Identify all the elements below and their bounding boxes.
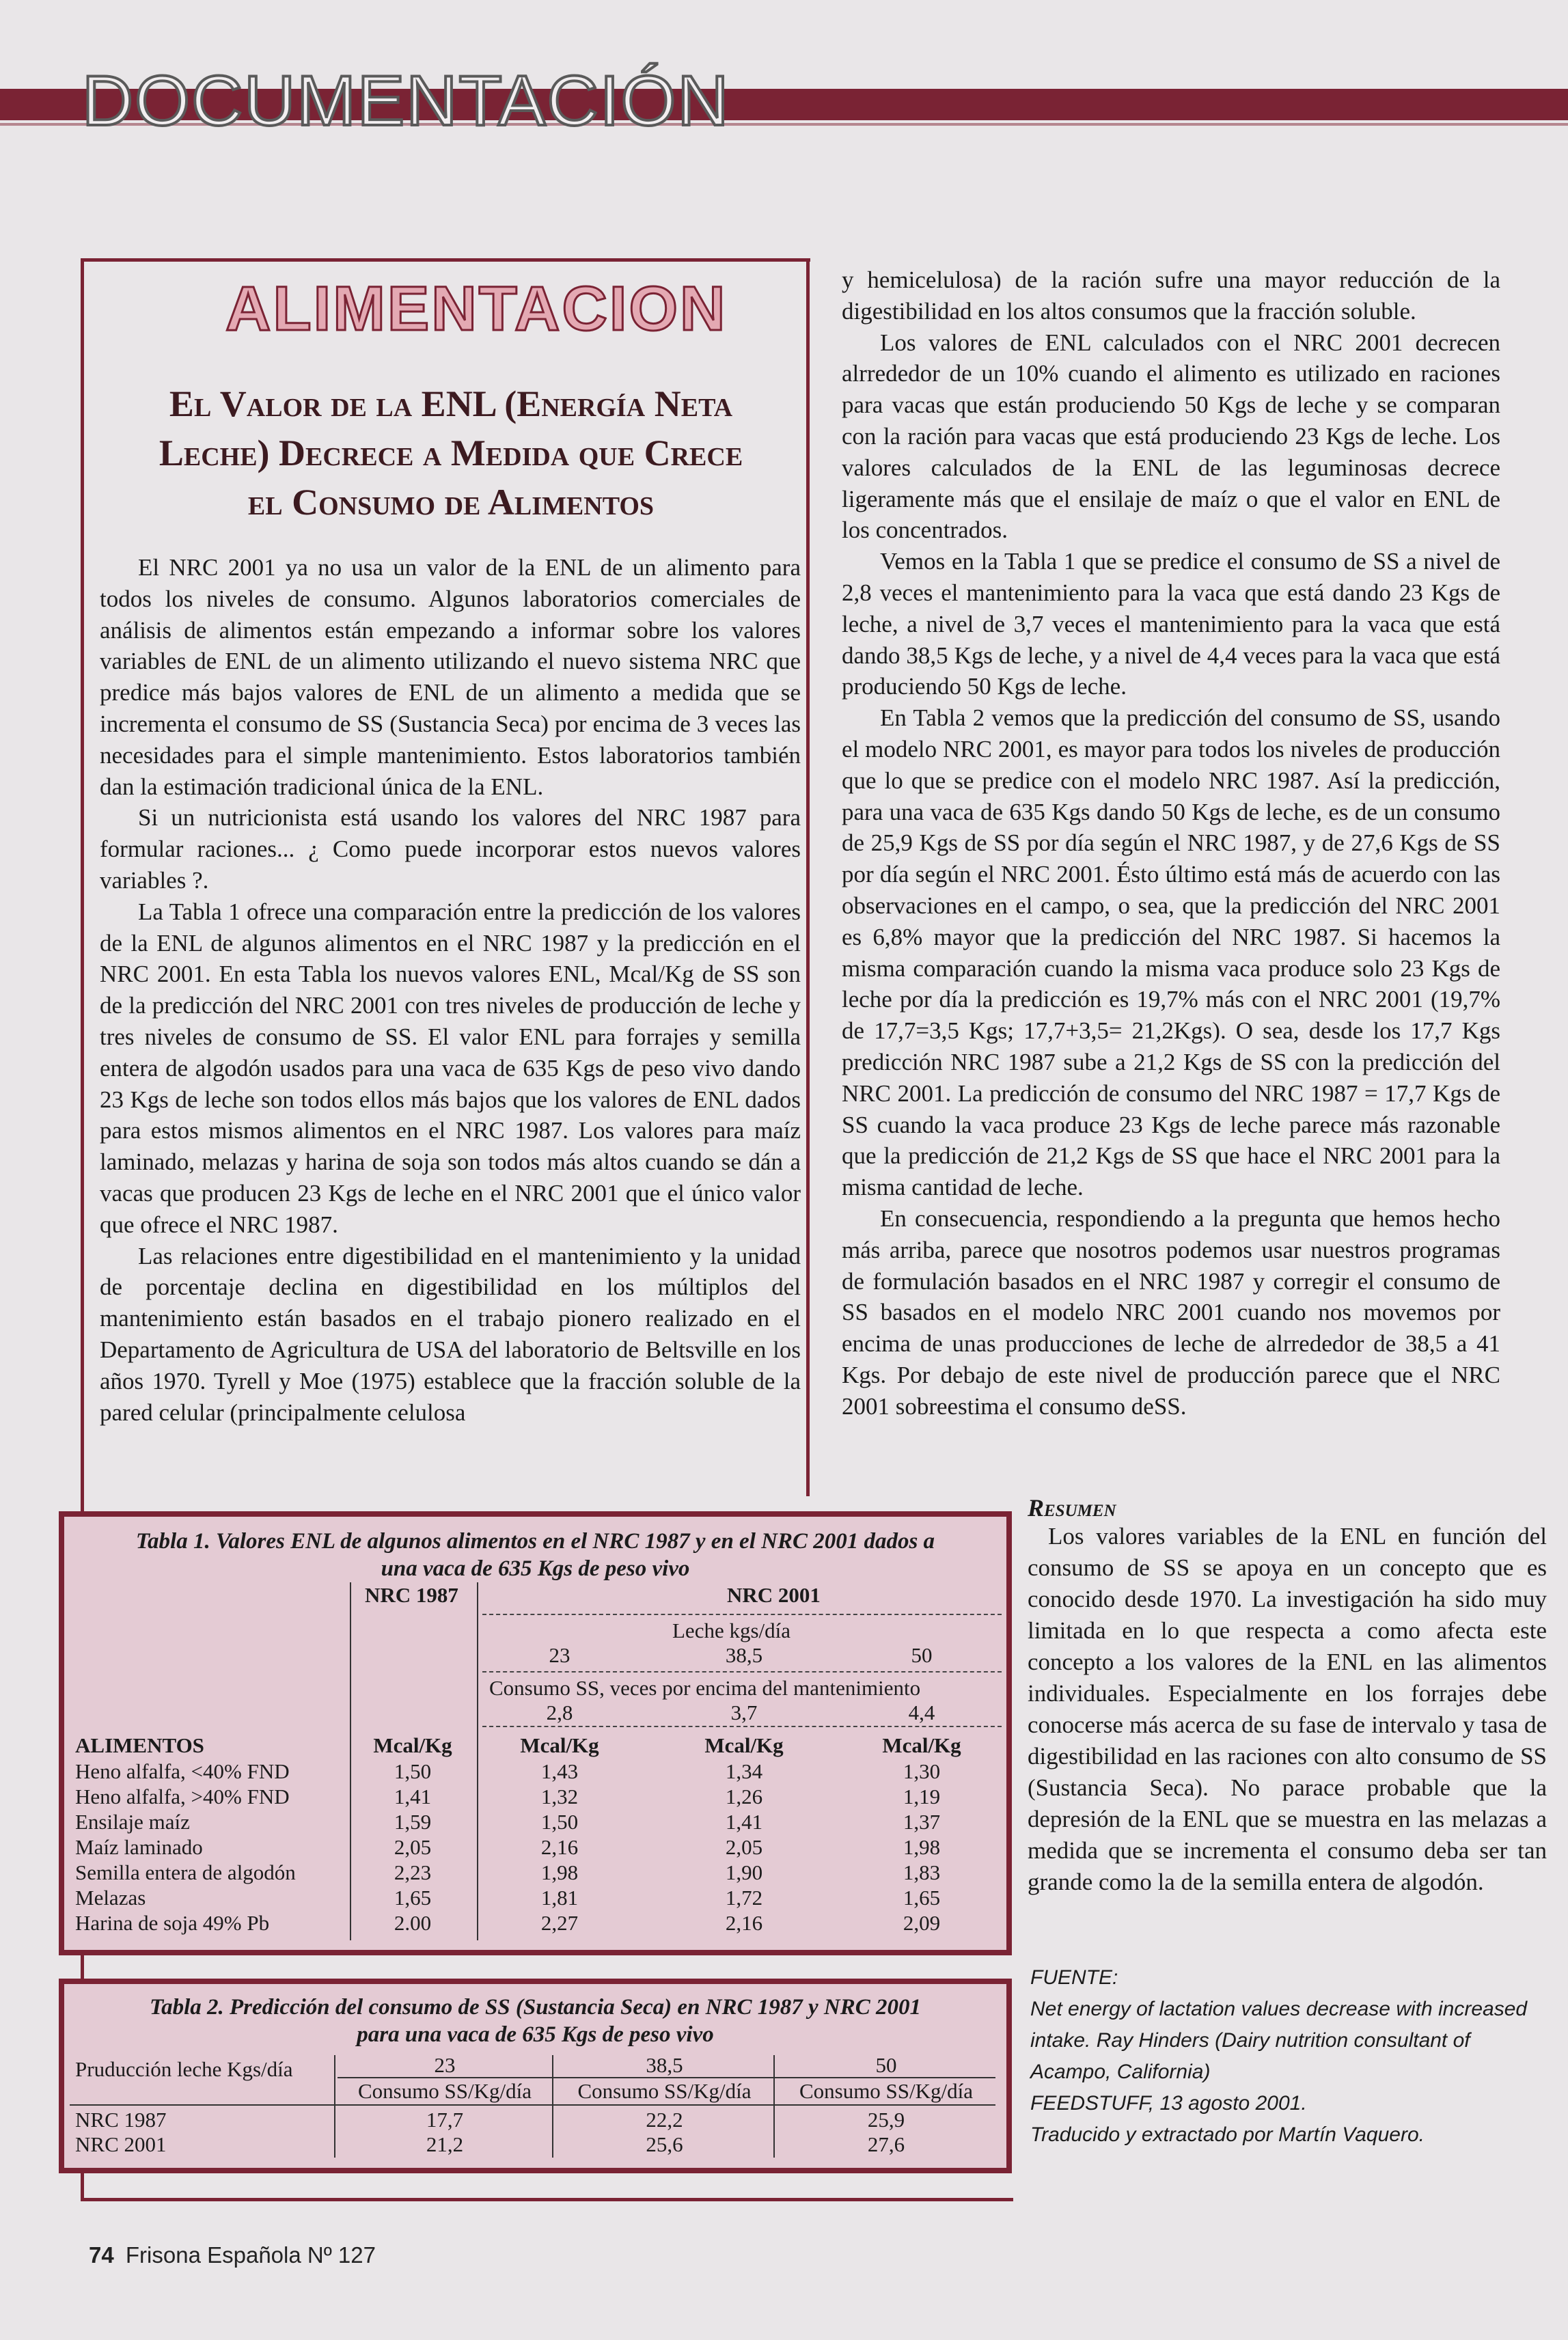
paragraph: El NRC 2001 ya no usa un valor de la ENL de un alimento para todos los niveles de consumo. Algunos laboratorios comerciales de análisis de alimentos están empezando a informar sobre los valores variables de ENL de un alimento utilizando el nuevo sistema NRC que predice más bajos valores de ENL de un alimento a medida que se incrementa el consumo de SS (Sustancia Seca) por encima de 3 veces las necesidades para el simple mantenimiento. Estos laboratorios también dan la estimación tradicional única de la ENL. xyxy=(100,554,801,800)
source-block xyxy=(1030,1962,1550,2151)
table-cell: 1,50 xyxy=(540,1810,579,1834)
milk-level: 50 xyxy=(911,1643,933,1667)
table-row-label: Heno alfalfa, <40% FND xyxy=(75,1759,290,1783)
table-cell: 1,43 xyxy=(540,1759,579,1783)
table-rule xyxy=(552,2055,553,2158)
dashed-rule xyxy=(482,1614,1002,1615)
table-1 xyxy=(59,1511,1012,1955)
table-cell: 22,2 xyxy=(646,2108,683,2132)
intake-level: 2,8 xyxy=(546,1701,573,1724)
table-cell: 1,59 xyxy=(394,1810,432,1834)
milk-label: Leche kgs/día xyxy=(672,1619,791,1642)
source-translator: Traducido y extractado por Martín Vaquero. xyxy=(1030,2123,1425,2146)
unit-label: Mcal/Kg xyxy=(704,1733,784,1757)
article-kicker: ALIMENTACION xyxy=(225,274,728,344)
right-column xyxy=(842,264,1500,1422)
paragraph: y hemicelulosa) de la ración sufre una mayor reducción de la digestibilidad en los altos consumos que la fracción soluble. xyxy=(842,266,1500,325)
paragraph: Los valores de ENL calculados con el NRC 2001 decrecen alrrededor de un 10% cuando el alimento es utilizado en raciones para vacas que están produciendo 50 Kgs de leche y se comparan con la ración para vacas que está produciendo 23 Kgs de leche. Los valores calculados de la ENL de las leguminosas decrece ligeramente más que el ensilaje de maíz o que el valor en ENL de los concentrados. xyxy=(842,329,1500,544)
table-cell: 2,16 xyxy=(725,1911,763,1935)
table-cell: 1,41 xyxy=(725,1810,763,1834)
section-header: DOCUMENTACIÓN xyxy=(82,61,730,141)
paragraph: La Tabla 1 ofrece una comparación entre la predicción de los valores de la ENL de algunos alimentos en el NRC 1987 y la predicción en el NRC 2001. En esta Tabla los nuevos valores ENL, Mcal/Kg de SS son de la predicción del NRC 2001 con tres niveles de producción de leche y tres niveles de consumo de SS. El valor ENL para forrajes y semilla entera de algodón usados para una vaca de 635 Kgs de peso vivo dando 23 Kgs de leche son todos ellos más bajos que los valores de ENL dados para estos mismos alimentos en el NRC 1987. Los valores para maíz laminado, melazas y harina de soja son todos más altos cuando se dán a vacas que producen 23 Kgs de leche en el NRC 2001 que el único valor que ofrece el NRC 1987. xyxy=(100,898,801,1238)
paragraph: Si un nutricionista está usando los valores del NRC 1987 para formular raciones... ¿ Como puede incorporar estos nuevos valores variables ?. xyxy=(100,804,801,894)
table-row-label: NRC 1987 xyxy=(75,2108,167,2132)
table-cell: 1,34 xyxy=(725,1759,763,1783)
table-cell: 1,72 xyxy=(725,1886,763,1910)
table-2-caption: Tabla 2. Predicción del consumo de SS (Sustancia Seca) en NRC 1987 y NRC 2001 para una vaca de 635 Kgs de peso vivo xyxy=(149,1995,922,2047)
table-row-label: NRC 2001 xyxy=(75,2132,167,2156)
milk-level: 38,5 xyxy=(725,1643,763,1667)
paragraph: Vemos en la Tabla 1 que se predice el consumo de SS a nivel de 2,8 veces el mantenimiento para la vaca que está dando 23 Kgs de leche, a nivel de 3,7 veces el mantenimiento para la vaca que está dando 38,5 Kgs de leche, y a nivel de 4,4 veces para la vaca que está produciendo 50 Kgs de leche. xyxy=(842,548,1500,700)
table-rule xyxy=(334,2055,335,2158)
table-cell: 2,09 xyxy=(903,1911,941,1935)
table-cell: 2,27 xyxy=(540,1911,579,1935)
table-cell: 25,9 xyxy=(867,2108,905,2132)
table-cell: 2,05 xyxy=(725,1835,763,1859)
intake-level: 4,4 xyxy=(908,1701,935,1724)
table-cell: 1,41 xyxy=(394,1785,432,1808)
table-row-label: Melazas xyxy=(75,1886,146,1910)
paragraph: Las relaciones entre digestibilidad en el mantenimiento y la unidad de porcentaje declina en digestibilidad en los múltiplos del mantenimiento están basados en el trabajo pionero realizado en el Departamento de Agricultura de USA del laboratorio de Beltsville en los años 1970. Tyrell y Moe (1975) establece que la fracción soluble de la pared celular (principalmente celulosa xyxy=(100,1242,801,1426)
table-cell: 1,90 xyxy=(725,1860,763,1884)
table-cell: 2,16 xyxy=(540,1835,579,1859)
table-cell: 1,65 xyxy=(394,1886,432,1910)
table-row-label: Harina de soja 49% Pb xyxy=(75,1911,270,1935)
col-header-nrc1987: NRC 1987 xyxy=(365,1583,458,1607)
table-rule xyxy=(70,2104,995,2106)
unit-label: Mcal/Kg xyxy=(373,1733,452,1757)
table-row-label: Maíz laminado xyxy=(75,1835,203,1859)
table-cell: 27,6 xyxy=(867,2132,905,2156)
table-cell: 1,50 xyxy=(394,1759,432,1783)
unit-label: Mcal/Kg xyxy=(520,1733,599,1757)
table-cell: 1,19 xyxy=(903,1785,941,1808)
sub-header: Consumo SS/Kg/día xyxy=(357,2079,532,2103)
table-1-caption: Tabla 1. Valores ENL de algunos alimentos en el NRC 1987 y en el NRC 2001 dados a una vaca de 635 Kgs de peso vivo xyxy=(135,1529,935,1581)
table-row-label: Heno alfalfa, >40% FND xyxy=(75,1785,290,1808)
table-cell: 25,6 xyxy=(646,2132,683,2156)
sub-header: Consumo SS/Kg/día xyxy=(577,2079,752,2103)
unit-label: Mcal/Kg xyxy=(882,1733,961,1757)
table-cell: 1,26 xyxy=(725,1785,763,1808)
dashed-rule xyxy=(482,1726,1002,1727)
column-divider xyxy=(806,258,810,1496)
paragraph: En consecuencia, respondiendo a la pregunta que hemos hecho más arriba, parece que nosotros podemos usar nuestros programas de formulación basados en el NRC 1987 y corregir el consumo de SS basados en el modelo NRC 2001 cuando nos movemos por encima de unas producciones de leche de alrrededor de 38,5 a 41 Kgs. Por debajo de este nivel de producción parece que el NRC 2001 sobreestima el consumo deSS. xyxy=(842,1205,1500,1420)
table-cell: 2,05 xyxy=(394,1835,432,1859)
production-label: Pruducción leche Kgs/día xyxy=(75,2057,293,2081)
table-cell: 1,83 xyxy=(903,1860,941,1884)
table-rule xyxy=(477,1582,478,1940)
page-footer xyxy=(89,2242,376,2268)
source-label: FUENTE: xyxy=(1030,1966,1118,1989)
table-cell: 1,30 xyxy=(903,1759,941,1783)
table-rule xyxy=(350,1582,351,1940)
magazine-name: Frisona Española Nº 127 xyxy=(125,2242,376,2268)
intake-label: Consumo SS, veces por encima del mantenimiento xyxy=(489,1676,921,1700)
level-label: 50 xyxy=(875,2053,897,2077)
table-cell: 2.00 xyxy=(394,1911,432,1935)
table-2 xyxy=(59,1979,1012,2173)
table-cell: 1,98 xyxy=(903,1835,941,1859)
row-header: ALIMENTOS xyxy=(75,1733,204,1757)
level-label: 38,5 xyxy=(646,2053,683,2077)
table-row-label: Semilla entera de algodón xyxy=(75,1860,296,1884)
table-rule xyxy=(773,2055,775,2158)
sub-header: Consumo SS/Kg/día xyxy=(799,2079,974,2103)
table-cell: 1,65 xyxy=(903,1886,941,1910)
paragraph: En Tabla 2 vemos que la predicción del consumo de SS, usando el modelo NRC 2001, es mayor para todos los niveles de producción que lo que se predice con el modelo NRC 1987. Así la predicción, para una vaca de 635 Kgs dando 50 Kgs de leche, es de un consumo de 25,9 Kgs de SS por día según el NRC 1987, y de 27,6 Kgs de SS por día según el NRC 2001. Ésto último está más de acuerdo con las observaciones en el campo, o sea, que la predicción del NRC 2001 es 6,8% mayor que la predicción del NRC 1987. Si hacemos la misma comparación cuando la misma vaca produce solo 23 Kgs de leche por día la predicción es 19,7% más con el NRC 2001 (19,7% de 17,7=3,5 Kgs; 17,7+3,5= 21,2Kgs). O sea, desde los 17,7 Kgs predicción NRC 1987 sube a 21,2 Kgs de SS con la predicción del NRC 2001. La predicción de consumo del NRC 1987 = 17,7 Kgs de SS cuando la vaca produce 23 Kgs de leche parece más razonable que la predicción de 21,2 Kgs de SS que hace el NRC 2001 para la misma cantidad de leche. xyxy=(842,704,1500,1201)
article-headline: El Valor de la ENL (Energía Neta Leche) Decrece a Medida que Crece el Consumo de Alimentos xyxy=(159,383,743,523)
level-label: 23 xyxy=(434,2053,456,2077)
left-column xyxy=(100,552,801,1428)
table-cell: 2,23 xyxy=(394,1860,432,1884)
table-cell: 1,98 xyxy=(540,1860,579,1884)
table-cell: 17,7 xyxy=(426,2108,464,2132)
col-header-nrc2001: NRC 2001 xyxy=(727,1583,821,1607)
table-cell: 21,2 xyxy=(426,2132,464,2156)
source-citation: Net energy of lactation values decrease with increased intake. Ray Hinders (Dairy nutrition consultant of Acampo, California) xyxy=(1030,1998,1528,2083)
resumen-title: Resumen xyxy=(1028,1494,1116,1522)
dashed-rule xyxy=(482,1671,1002,1673)
table-row-label: Ensilaje maíz xyxy=(75,1810,190,1834)
table-rule xyxy=(338,2077,995,2078)
milk-level: 23 xyxy=(549,1643,570,1667)
table-cell: 1,32 xyxy=(540,1785,579,1808)
table-cell: 1,81 xyxy=(540,1886,579,1910)
resumen-text: Los valores variables de la ENL en función del consumo de SS se apoya en un concepto que es conocido desde 1970. La investigación ha sido muy limitada en lo que respecta a como afecta este concepto a los valores de la ENL en las alimentos individuales. Especialmente en los forrajes debe conocerse más acerca de su fase de intervalo y tasa de digestibilidad en las raciones con alto consumo de SS (Sustancia Seca). No parace probable que la depresión de la ENL que se muestra en las melazas a medida que se incrementa el consumo deba ser tan grande como la de la semilla entera de algodón. xyxy=(1028,1523,1547,1895)
table-cell: 1,37 xyxy=(903,1810,941,1834)
intake-level: 3,7 xyxy=(730,1701,758,1724)
source-publication: FEEDSTUFF, 13 agosto 2001. xyxy=(1030,2092,1307,2115)
page-number: 74 xyxy=(89,2242,114,2268)
